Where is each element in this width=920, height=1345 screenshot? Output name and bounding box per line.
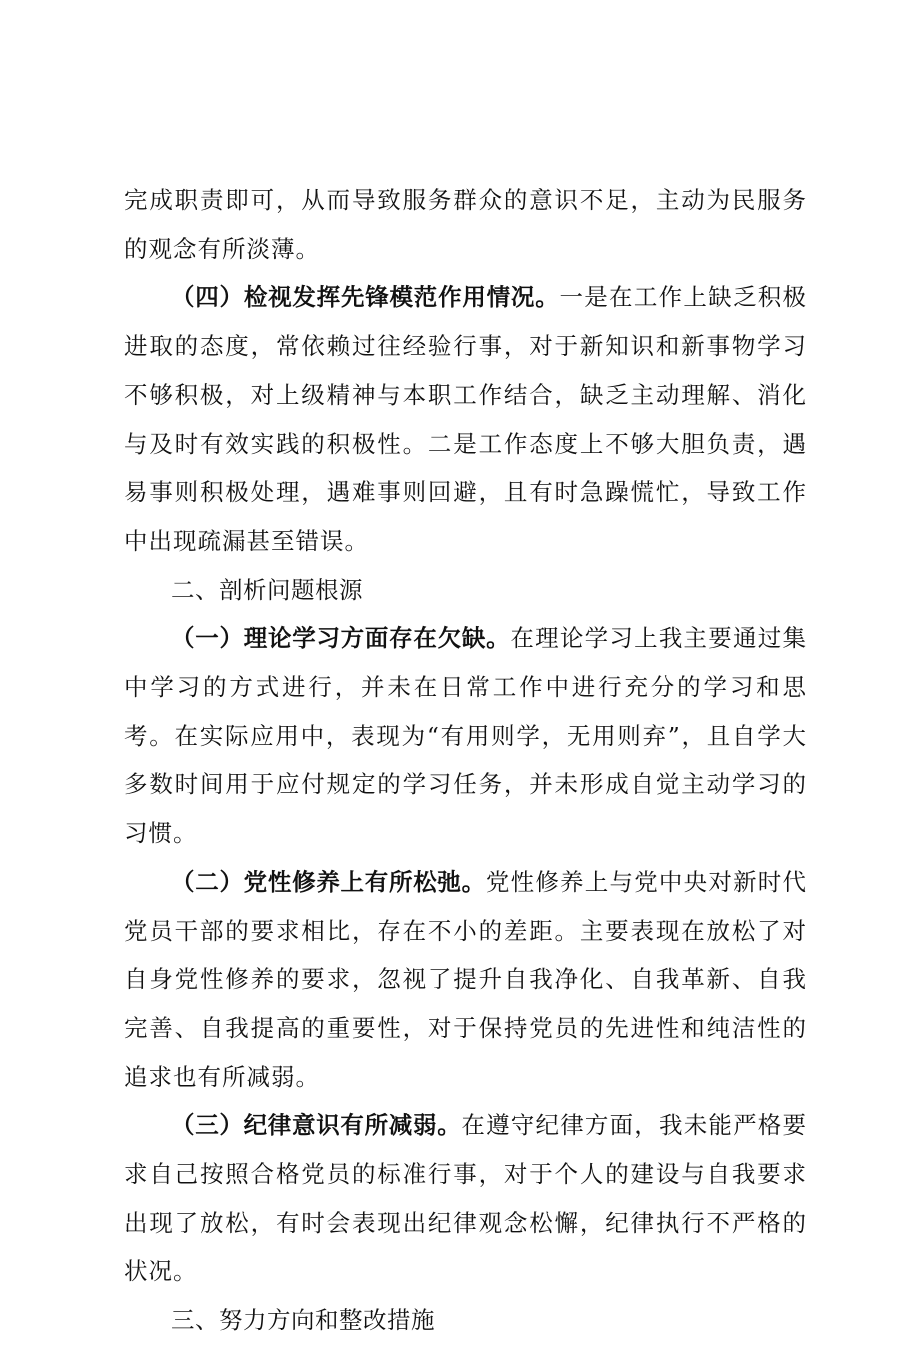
paragraph-body: 党性修养上与党中央对新时代党员干部的要求相比，存在不小的差距。主要表现在放松了对自身党性修养的要求，忽视了提升自我净化、自我革新、自我完善、自我提高的重要性，对于保持党员的先进性和纯洁性的追求也有所减弱。 (124, 867, 808, 1091)
paragraph-lead: （二）党性修养上有所松弛。 (171, 867, 486, 896)
paragraph-lead: （四）检视发挥先锋模范作用情况。 (171, 283, 560, 312)
document-page (124, 176, 807, 1345)
paragraph-party-spirit (124, 858, 807, 1102)
paragraph-theory-study (124, 614, 807, 858)
paragraph-discipline (124, 1101, 807, 1296)
section-heading-rectification: 三、努力方向和整改措施 (171, 1306, 435, 1335)
paragraph-lead: （三）纪律意识有所减弱。 (171, 1111, 462, 1140)
paragraph-continuation: 完成职责即可，从而导致服务群众的意识不足，主动为民服务的观念有所淡薄。 (124, 186, 807, 263)
paragraph-body: 在遵守纪律方面，我未能严格要求自己按照合格党员的标准行事，对于个人的建设与自我要求出现了放松，有时会表现出纪律观念松懈，纪律执行不严格的状况。 (124, 1111, 808, 1286)
section-heading-root-causes: 二、剖析问题根源 (171, 575, 363, 604)
paragraph-body: 一是在工作上缺乏积极进取的态度，常依赖过往经验行事，对于新知识和新事物学习不够积极，对上级精神与本职工作结合，缺乏主动理解、消化与及时有效实践的积极性。二是工作态度上不够大胆负责，遇易事则积极处理，遇难事则回避，且有时急躁慌忙，导致工作中出现疏漏甚至错误。 (124, 283, 808, 555)
paragraph-body: 在理论学习上我主要通过集中学习的方式进行，并未在日常工作中进行充分的学习和思考。在实际应用中，表现为“有用则学，无用则弃”，且自学大多数时间用于应付规定的学习任务，并未形成自觉主动学习的习惯。 (124, 624, 808, 848)
paragraph-vanguard-role (124, 273, 807, 565)
paragraph-lead: （一）理论学习方面存在欠缺。 (171, 624, 511, 653)
